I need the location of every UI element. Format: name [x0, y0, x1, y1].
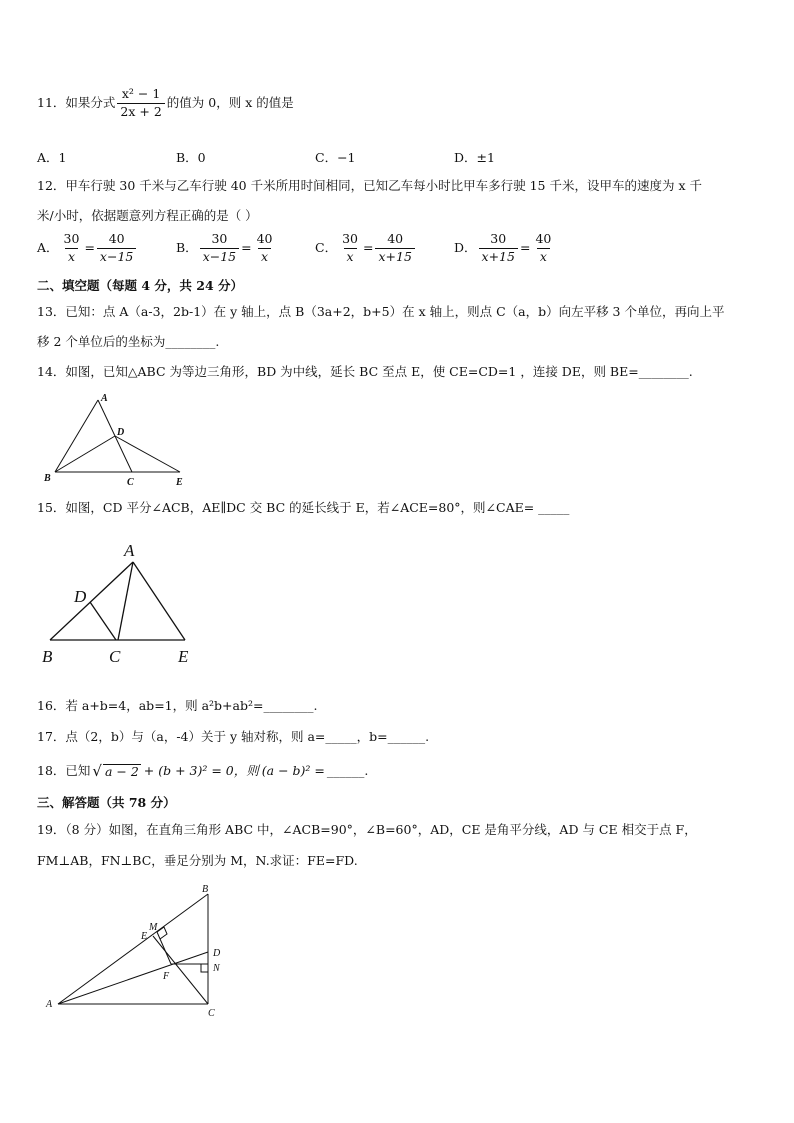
q19-label-e: E	[141, 931, 148, 942]
q14-figure	[40, 390, 200, 488]
q12-stem-line2: 米/小时，依据题意列方程正确的是（ ）	[37, 208, 258, 223]
q11-fraction	[117, 88, 164, 118]
q12-option-c	[315, 233, 417, 263]
q11-option-c: C．−1	[315, 150, 356, 165]
q13-stem-line1: 13．已知：点 A（a-3，2b-1）在 y 轴上，点 B（3a+2，b+5）在 x 轴上，则点 C（a，b）向左平移 3 个单位，再向上平	[37, 304, 725, 319]
q12-d-right-num: 40	[535, 231, 552, 246]
q12-d-eq: =	[519, 239, 531, 255]
q12-a-left	[61, 233, 83, 263]
q11-denominator: 2x + 2	[117, 103, 164, 119]
q16-stem: 16．若 a+b=4，ab=1，则 a²b+ab²=________.	[37, 698, 318, 713]
q12-a-left-num: 30	[63, 231, 80, 246]
q12-b-left-num: 30	[211, 231, 228, 246]
q11-option-b: B．0	[176, 150, 206, 165]
q19-label-a: A	[46, 999, 53, 1010]
q12-option-b-label: B．	[176, 239, 198, 255]
q18-sqrt-sign: √	[92, 762, 102, 780]
q18-expression: (a − b)² =	[261, 763, 325, 779]
q12-a-left-den: x	[65, 248, 78, 264]
q19-label-f: F	[163, 971, 170, 982]
section-2-heading: 二、填空题（每题 4 分，共 24 分）	[37, 278, 244, 293]
q12-c-right	[375, 233, 414, 263]
q12-a-eq: =	[84, 239, 95, 255]
q11-option-d: D．±1	[454, 150, 495, 165]
q14-label-a: A	[101, 393, 108, 404]
q11-prefix: 11．如果分式	[37, 94, 116, 110]
q12-c-left	[339, 233, 361, 263]
q12-b-right-den: x	[258, 248, 271, 264]
q15-label-b: B	[42, 647, 53, 666]
q18-radicand: a − 2	[104, 764, 139, 780]
q12-d-right	[532, 233, 554, 263]
q12-b-left-den: x−15	[200, 248, 239, 264]
q18-prefix: 18．已知	[37, 763, 91, 779]
q12-d-left-num: 30	[490, 231, 507, 246]
q12-stem-line1: 12．甲车行驶 30 千米与乙车行驶 40 千米所用时间相同，已知乙车每小时比甲车多行驶 15 千米，设甲车的速度为 x 千	[37, 178, 702, 193]
q11-numerator: x² − 1	[121, 86, 161, 101]
q19-stem-line1: 19．（8 分）如图，在直角三角形 ABC 中，∠ACB=90°，∠B=60°，AD，CE 是角平分线，AD 与 CE 相交于点 F，	[37, 822, 697, 837]
q12-c-right-den: x+15	[375, 248, 414, 264]
q14-label-d: D	[117, 427, 125, 438]
q19-stem-line2: FM⊥AB，FN⊥BC，垂足分别为 M，N.求证：FE=FD.	[37, 853, 358, 868]
q12-option-b	[176, 233, 278, 263]
q11-suffix: 的值为 0，则 x 的值是	[166, 94, 294, 110]
q12-c-eq: =	[362, 239, 374, 255]
q12-d-right-den: x	[537, 248, 550, 264]
q14-label-e: E	[176, 477, 183, 488]
q12-a-right-den: x−15	[97, 248, 136, 264]
q11-stem	[37, 88, 294, 118]
q19-label-m: M	[149, 922, 158, 933]
q17-stem: 17．点（2，b）与（a，-4）关于 y 轴对称，则 a=_____，b=______.	[37, 729, 430, 744]
q18-stem	[37, 764, 368, 779]
q14-stem: 14．如图，已知△ABC 为等边三角形，BD 为中线，延长 BC 至点 E，使 CE=CD=1 ，连接 DE，则 BE=________.	[37, 364, 693, 379]
q15-label-e: E	[178, 647, 189, 666]
q12-option-a	[37, 233, 138, 263]
q11-option-a: A．1	[37, 150, 67, 165]
q12-option-a-label: A．	[37, 239, 59, 255]
q12-b-right-num: 40	[256, 231, 273, 246]
q19-label-c: C	[208, 1008, 215, 1019]
q18-middle: + (b + 3)² = 0，则	[143, 763, 259, 779]
q14-label-c: C	[127, 477, 134, 488]
q18-blank: ______.	[326, 763, 369, 779]
q12-c-right-num: 40	[387, 231, 404, 246]
q13-stem-line2: 移 2 个单位后的坐标为________.	[37, 334, 220, 349]
q15-stem: 15．如图，CD 平分∠ACB，AE∥DC 交 BC 的延长线于 E，若∠ACE=80°，则∠CAE= _____	[37, 500, 570, 515]
q12-b-right	[254, 233, 276, 263]
q19-label-b: B	[202, 884, 209, 895]
q12-b-left	[200, 233, 239, 263]
section-3-heading: 三、解答题（共 78 分）	[37, 795, 176, 810]
q15-label-c: C	[109, 647, 121, 666]
q12-c-left-den: x	[344, 248, 357, 264]
q19-label-n: N	[213, 963, 220, 974]
q12-option-d	[454, 233, 556, 263]
q19-figure	[40, 880, 240, 1022]
q12-d-left	[479, 233, 518, 263]
q19-label-d: D	[213, 948, 221, 959]
q12-d-left-den: x+15	[479, 248, 518, 264]
q12-a-right-num: 40	[108, 231, 125, 246]
q15-label-a: A	[124, 541, 135, 560]
q12-a-right	[97, 233, 136, 263]
q15-figure	[38, 540, 198, 668]
q12-option-c-label: C．	[315, 239, 338, 255]
q12-c-left-num: 30	[342, 231, 358, 246]
q12-b-eq: =	[241, 239, 252, 255]
q12-option-d-label: D．	[454, 239, 477, 255]
q15-label-d: D	[74, 587, 87, 606]
q14-label-b: B	[44, 473, 51, 484]
